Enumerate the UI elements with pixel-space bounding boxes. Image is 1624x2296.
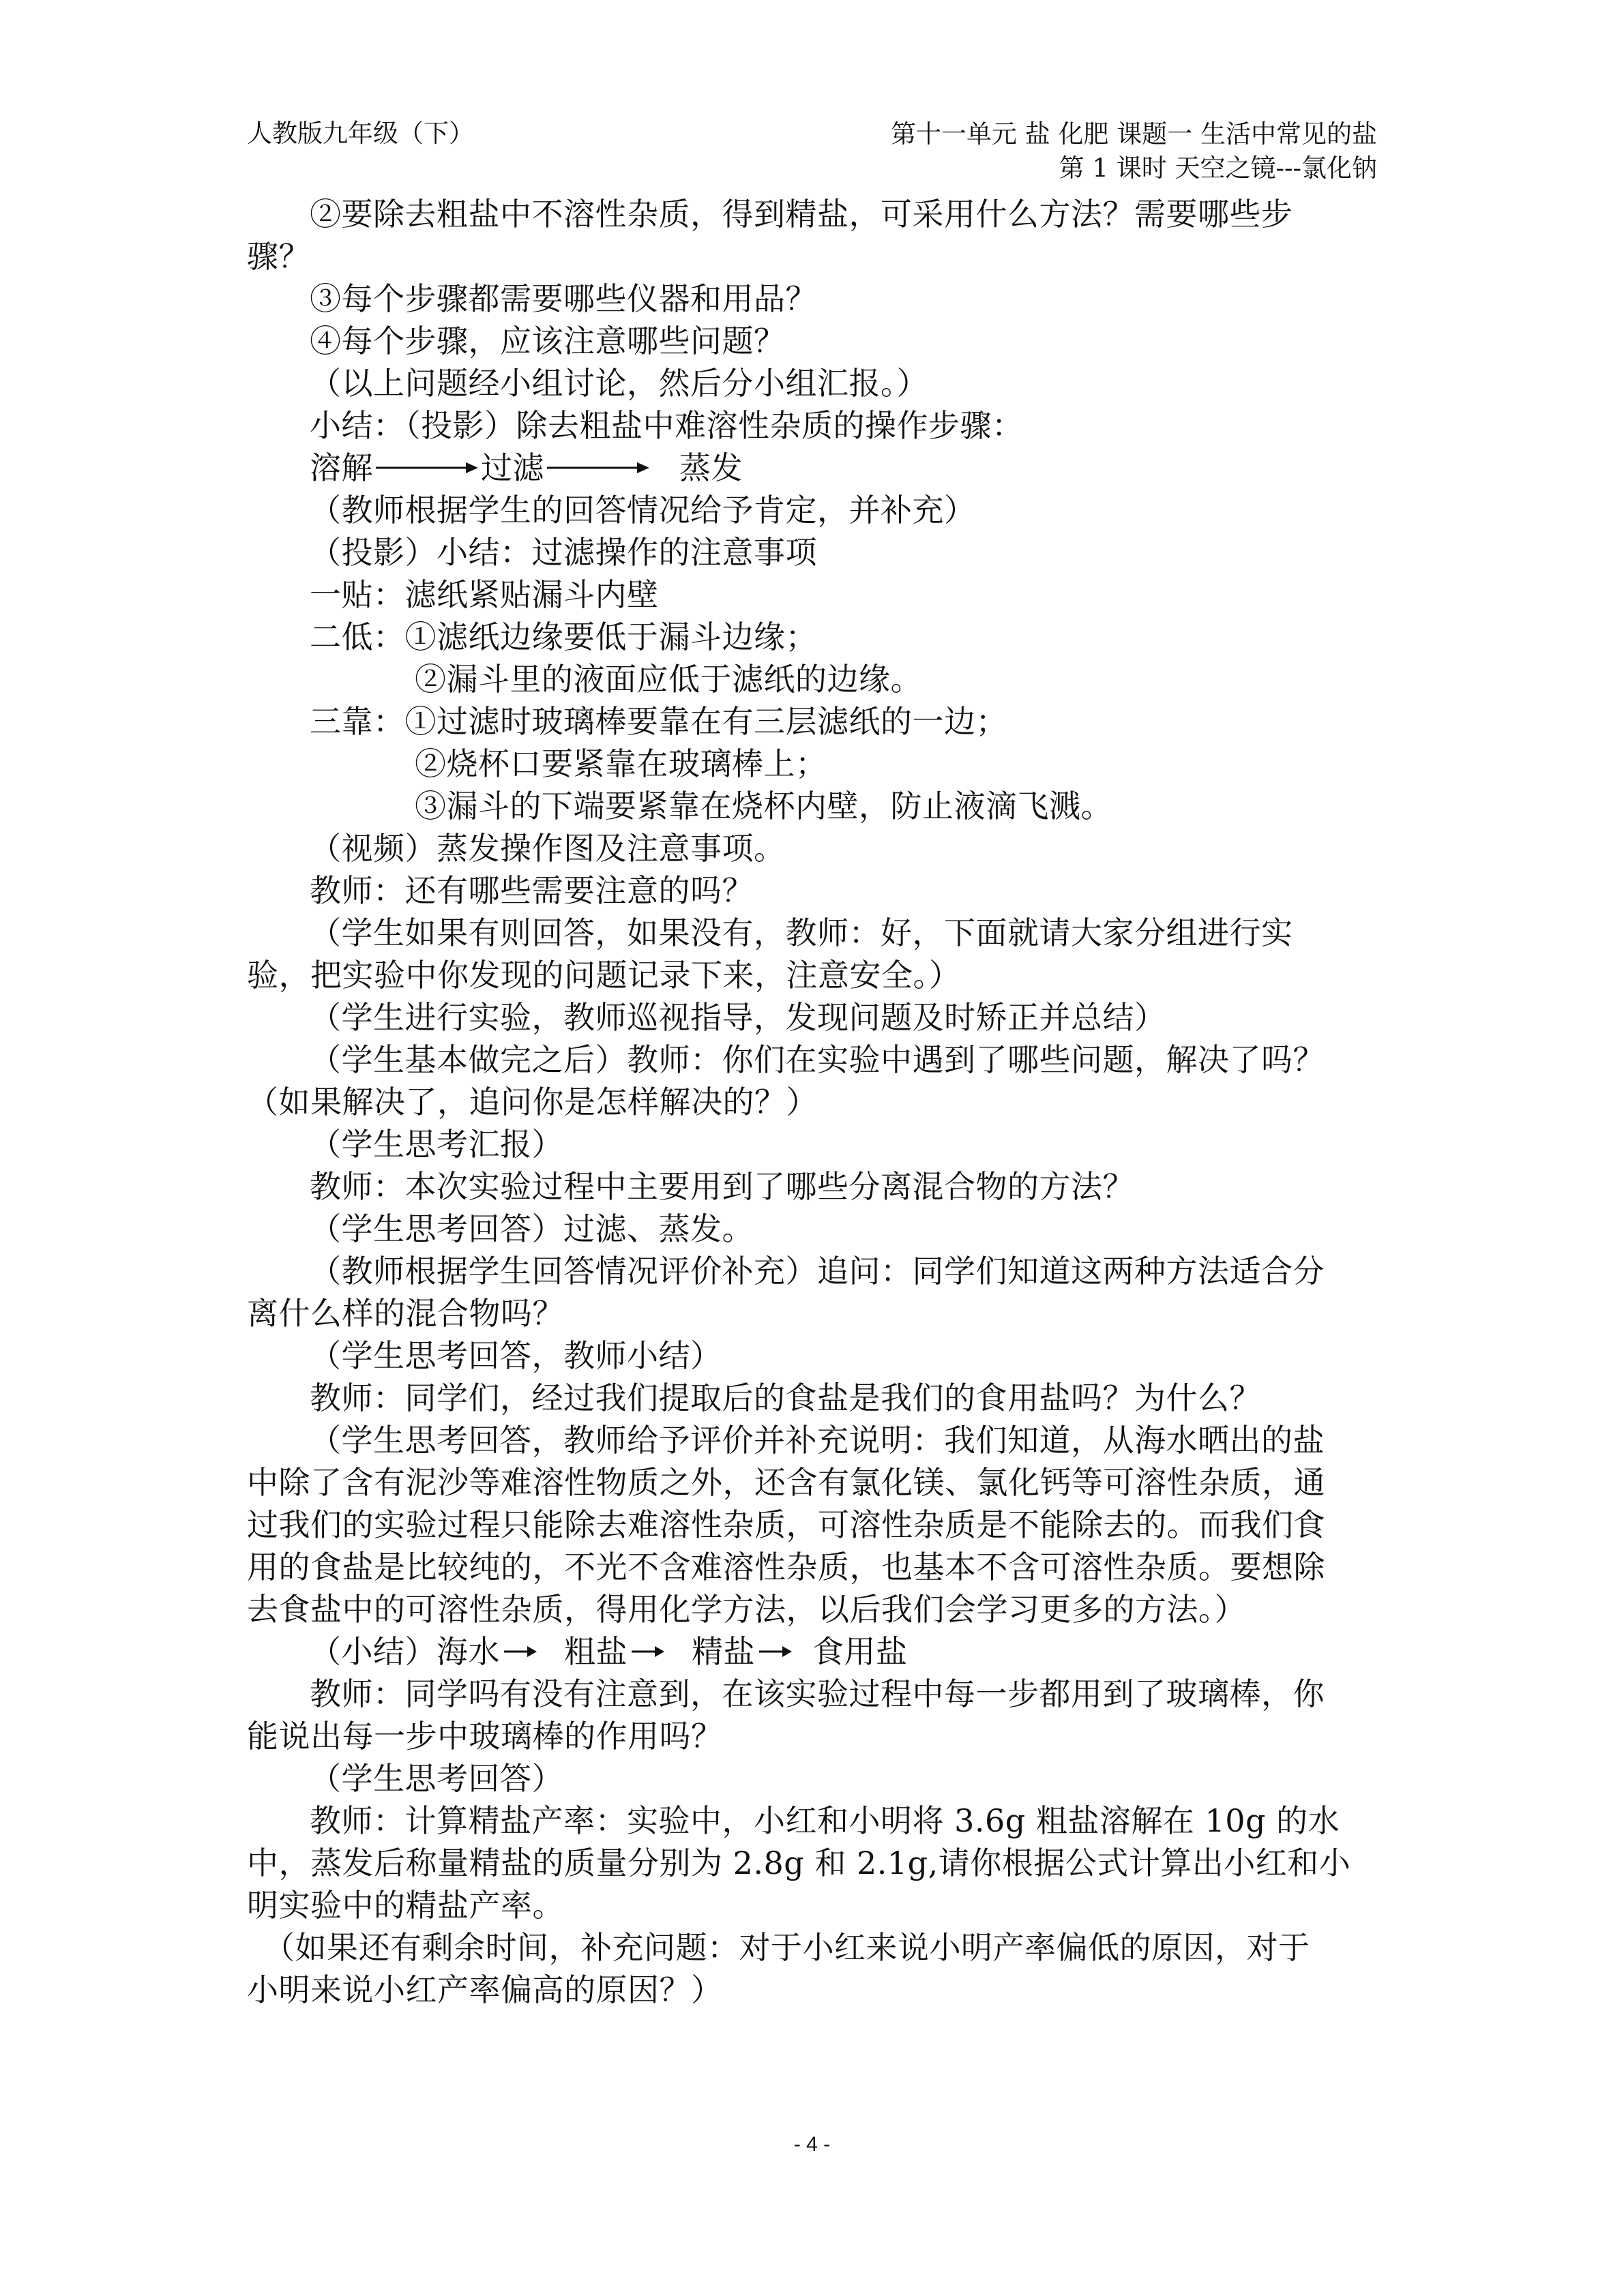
paragraph-line: 过我们的实验过程只能除去难溶性杂质，可溶性杂质是不能除去的。而我们食	[247, 1506, 1325, 1543]
flow-step-seawater: 海水	[437, 1633, 500, 1670]
paragraph-line: 二低：①滤纸边缘要低于漏斗边缘；	[310, 618, 817, 655]
flow-step-evaporate: 蒸发	[679, 449, 743, 486]
paragraph-line: 教师：同学吗有没有注意到，在该实验过程中每一步都用到了玻璃棒，你	[310, 1675, 1325, 1712]
paragraph-line: 骤？	[247, 238, 310, 275]
paragraph-line: 能说出每一步中玻璃棒的作用吗？	[247, 1718, 723, 1755]
paragraph-line: 小结：（投影）除去粗盐中难溶性杂质的操作步骤：	[310, 407, 1024, 444]
paragraph-line: （如果还有剩余时间，补充问题：对于小红来说小明产率偏低的原因，对于	[263, 1929, 1310, 1966]
paragraph-line: 小明来说小红产率偏高的原因？）	[247, 1971, 723, 2008]
salt-flow	[247, 1630, 1371, 1673]
header-lesson-title: 第 1 课时 天空之镜---氯化钠	[1059, 153, 1377, 183]
right-arrow-icon	[547, 461, 649, 475]
paragraph-line: 教师：同学们，经过我们提取后的食盐是我们的食用盐吗？为什么？	[310, 1380, 1261, 1416]
flow-label: （小结）	[310, 1633, 437, 1670]
document-body	[247, 193, 1371, 2011]
paragraph-line: 教师：还有哪些需要注意的吗？	[310, 872, 754, 909]
paragraph-line: ②烧杯口要紧靠在玻璃棒上；	[415, 745, 827, 782]
paragraph-line: ②漏斗里的液面应低于滤纸的边缘。	[415, 661, 922, 698]
paragraph-line: （投影）小结：过滤操作的注意事项	[310, 534, 817, 571]
paragraph-line: 离什么样的混合物吗？	[247, 1295, 564, 1332]
paragraph-line: 去食盐中的可溶性杂质，得用化学方法，以后我们会学习更多的方法。）	[247, 1591, 1246, 1628]
page-number: - 4 -	[793, 2133, 831, 2156]
paragraph-line: 中除了含有泥沙等难溶性物质之外，还含有氯化镁、氯化钙等可溶性杂质，通	[247, 1464, 1325, 1501]
paragraph-line: （学生进行实验，教师巡视指导，发现问题及时矫正并总结）	[310, 999, 1166, 1036]
right-arrow-icon	[759, 1645, 792, 1658]
paragraph-line: ②要除去粗盐中不溶性杂质，得到精盐，可采用什么方法？需要哪些步	[310, 196, 1293, 233]
right-arrow-icon	[632, 1645, 664, 1658]
paragraph-line: 教师：计算精盐产率：实验中，小红和小明将 3.6g 粗盐溶解在 10g 的水	[310, 1802, 1340, 1839]
paragraph-line: （教师根据学生回答情况评价补充）追问：同学们知道这两种方法适合分	[310, 1253, 1325, 1289]
header-left: 人教版九年级（下）	[247, 119, 474, 148]
flow-step-table-salt: 食用盐	[812, 1633, 908, 1670]
flow-step-crude-salt: 粗盐	[564, 1633, 628, 1670]
paragraph-line: ③漏斗的下端要紧靠在烧杯内壁，防止液滴飞溅。	[415, 788, 1112, 824]
paragraph-line: 中，蒸发后称量精盐的质量分别为 2.8g 和 2.1g,请你根据公式计算出小红和小	[247, 1845, 1351, 1881]
paragraph-line: 验，把实验中你发现的问题记录下来，注意安全。）	[247, 957, 961, 994]
paragraph-line: （学生思考回答）过滤、蒸发。	[310, 1210, 754, 1247]
right-arrow-icon	[504, 1645, 537, 1658]
paragraph-line: （学生如果有则回答，如果没有，教师：好，下面就请大家分组进行实	[310, 914, 1293, 951]
header-unit-title: 第十一单元 盐 化肥 课题一 生活中常见的盐	[890, 119, 1377, 149]
flow-step-dissolve: 溶解	[310, 449, 373, 486]
paragraph-line: （教师根据学生的回答情况给予肯定，并补充）	[310, 492, 976, 528]
paragraph-line: 一贴：滤纸紧贴漏斗内壁	[310, 576, 659, 613]
paragraph-line: （如果解决了，追问你是怎样解决的？）	[247, 1084, 818, 1120]
paragraph-line: （以上问题经小组讨论，然后分小组汇报。）	[310, 365, 928, 402]
right-arrow-icon	[376, 461, 478, 475]
paragraph-line: （视频）蒸发操作图及注意事项。	[310, 830, 786, 867]
paragraph-line: （学生思考回答，教师给予评价并补充说明：我们知道，从海水晒出的盐	[310, 1422, 1325, 1459]
process-flow	[247, 447, 1371, 489]
paragraph-line: 三靠：①过滤时玻璃棒要靠在有三层滤纸的一边；	[310, 703, 1007, 740]
paragraph-line: ④每个步骤，应该注意哪些问题？	[310, 323, 786, 359]
header-right	[891, 117, 1377, 185]
paragraph-line: （学生基本做完之后）教师：你们在实验中遇到了哪些问题，解决了吗？	[310, 1041, 1325, 1078]
paragraph-line: 用的食盐是比较纯的，不光不含难溶性杂质，也基本不含可溶性杂质。要想除	[247, 1549, 1325, 1585]
paragraph-line: （学生思考回答）	[310, 1760, 563, 1797]
paragraph-line: （学生思考回答，教师小结）	[310, 1337, 722, 1374]
paragraph-line: 教师：本次实验过程中主要用到了哪些分离混合物的方法？	[310, 1168, 1134, 1205]
flow-step-filter: 过滤	[481, 449, 544, 486]
paragraph-line: ③每个步骤都需要哪些仪器和用品？	[310, 280, 817, 317]
paragraph-line: （学生思考汇报）	[310, 1126, 563, 1163]
flow-step-refined-salt: 精盐	[692, 1633, 755, 1670]
paragraph-line: 明实验中的精盐产率。	[247, 1887, 564, 1924]
